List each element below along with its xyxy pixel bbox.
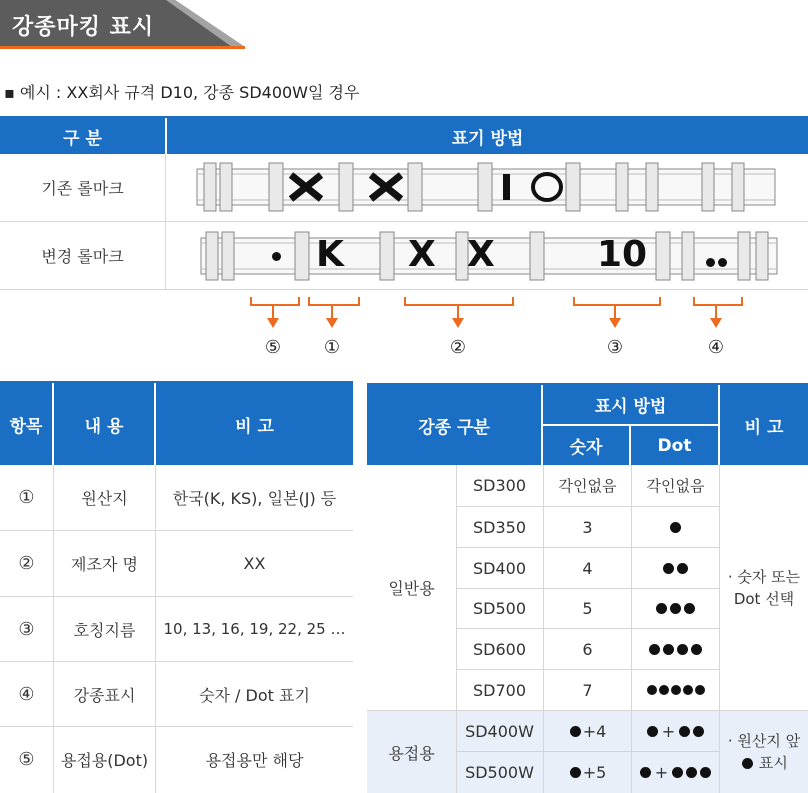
left-row-4-note: 숫자 / Dot 표기 [199,685,310,705]
left-row-2-num: ② [18,553,35,574]
dot-sd300: 각인없음 [646,477,705,495]
left-row-3-note: 10, 13, 16, 19, 22, 25 … [163,620,346,638]
old-rollmark-bar [196,160,776,214]
left-row-1-note: 한국(K, KS), 일본(J) 등 [172,489,337,508]
dot-sd500 [632,589,719,628]
number-sd400w: +4 [544,711,631,751]
page-title: 강종마킹 표시 [12,15,155,40]
left-row-4-num: ④ [18,683,35,705]
dot-icon [691,644,702,655]
new-mark-x1: X [408,234,436,275]
callout-4: ④ [707,337,725,358]
left-header-note: 비 고 [156,383,353,465]
old-mark-i [503,174,510,200]
left-header-content: 내 용 [54,383,154,465]
new-mark-dot-double [706,252,727,271]
dot-icon [742,758,753,769]
grade-sd300: SD300 [472,476,526,495]
right-header-dot: Dot [631,426,718,465]
callout-2: ② [449,337,467,358]
new-mark-10: 10 [597,234,648,275]
note-welding-line2: 표시 [740,752,788,774]
callout-1: ① [323,337,341,358]
dot-icon [640,767,651,778]
dot-icon [656,603,667,614]
new-mark-dot-single [272,252,281,261]
grade-sd500: SD500 [472,599,526,618]
dot-sd500w: + [632,752,719,793]
dot-icon [683,685,693,695]
left-row-1-num: ① [18,487,35,508]
grade-sd700: SD700 [472,680,526,700]
dot-icon [659,685,669,695]
note-welding-line1: · 원산지 앞 [727,732,801,750]
dot-icon [670,603,681,614]
dot-icon [663,644,674,655]
dot-sd400 [632,548,719,588]
old-mark-x2 [368,172,404,202]
grade-sd400: SD400 [472,558,526,578]
callout-5: ⑤ [264,337,282,358]
new-mark-k: K [316,234,344,275]
dot-icon [679,726,690,737]
row-label-new: 변경 롤마크 [41,247,124,266]
grade-sd500w: SD500W [465,763,534,782]
left-row-5-num: ⑤ [18,748,35,770]
left-row-1-content: 원산지 [81,489,128,508]
grade-sd400w: SD400W [465,721,534,741]
left-row-2-content: 제조자 명 [71,555,138,574]
dot-icon [684,603,695,614]
dot-icon [570,767,581,778]
number-sd600: 6 [582,639,593,659]
dot-icon [570,726,581,737]
left-row-2-note: XX [243,554,266,573]
col-header-category: 구 분 [0,118,165,154]
left-row-5-note: 용접용만 해당 [205,750,304,770]
group-welding: 용접용 [388,743,435,763]
dot-sd600 [632,629,719,669]
note-welding [720,711,808,793]
example-note: ▪ 예시 : XX회사 규격 D10, 강종 SD400W일 경우 [4,83,360,102]
dot-icon [695,685,705,695]
dot-sd400w: + [632,711,719,751]
right-header-grade: 강종 구분 [367,385,541,465]
left-header-item: 항목 [0,383,52,465]
grade-sd350: SD350 [472,517,526,537]
col-header-method: 표기 방법 [167,118,808,154]
dot-icon [677,563,688,574]
dot-icon [677,644,688,655]
right-header-method: 표시 방법 [543,385,718,424]
left-row-3-num: ③ [18,618,35,640]
number-sd700: 7 [582,680,593,700]
dot-icon [693,726,704,737]
number-sd500w: +5 [544,752,631,793]
dot-icon [672,767,683,778]
dot-icon [671,685,681,695]
grade-sd600: SD600 [472,639,526,659]
number-sd300: 각인없음 [558,477,617,495]
dot-icon [649,644,660,655]
number-sd500: 5 [582,599,593,618]
right-header-number: 숫자 [543,426,629,465]
left-row-4-content: 강종표시 [73,685,136,705]
dot-icon [686,767,697,778]
dot-icon [670,522,681,533]
row-label-old: 기존 롤마크 [41,179,124,198]
dot-icon [647,685,657,695]
number-sd350: 3 [582,517,593,537]
left-row-5-content: 용접용(Dot) [60,750,149,770]
dot-sd700 [632,670,719,710]
left-row-3-content: 호칭지름 [73,620,136,640]
right-header-note: 비 고 [720,385,808,465]
note-general-line2: Dot 선택 [733,589,795,608]
group-general: 일반용 [388,579,435,598]
dot-icon [647,726,658,737]
old-mark-x1 [288,172,324,202]
note-general-line1: · 숫자 또는 [727,567,801,586]
callout-3: ③ [606,337,624,358]
note-general [720,465,808,710]
number-sd400: 4 [582,558,593,578]
dot-icon [700,767,711,778]
new-mark-x2: X [467,234,495,275]
old-mark-o [530,171,564,203]
dot-sd350 [632,507,719,547]
dot-icon [663,563,674,574]
